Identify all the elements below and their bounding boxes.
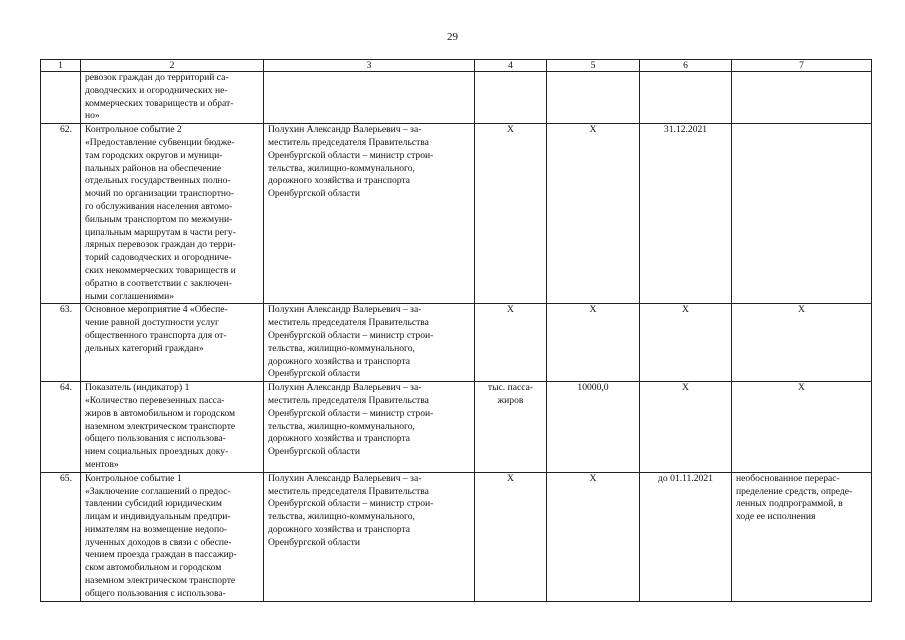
cell-line: отдельных государственных полно- (85, 175, 231, 187)
row-number-cell: 63. (41, 304, 81, 382)
cell-line: Контрольное событие 1 (85, 472, 182, 484)
cell-line: жиров в автомобильном и городском (85, 407, 236, 419)
cell-line: меститель председателя Правительства (268, 485, 429, 497)
table-row (41, 382, 872, 473)
cell-line: общего пользования с использова- (85, 587, 226, 599)
cell-line: Оренбургской области – министр строи- (268, 329, 434, 341)
cell-line: бильным транспортом по межмуни- (85, 213, 233, 225)
cell-line: X (507, 304, 514, 316)
cell-line: X (798, 382, 805, 394)
cell-line: Оренбургской области (268, 446, 360, 458)
cell-line: ципальным маршрутам в части регу- (85, 226, 236, 238)
cell-line: го обслуживания населения автомо- (85, 200, 233, 212)
table-body (41, 72, 872, 602)
cell-line: Основное мероприятие 4 «Обеспе- (85, 304, 228, 316)
cell-line: X (507, 472, 514, 484)
value-cell (547, 72, 640, 124)
risk-cell (732, 124, 872, 304)
risk-cell (732, 382, 872, 473)
cell-line: жиров (497, 394, 524, 406)
date-cell: 31.12.2021 (640, 124, 732, 304)
event-cell (81, 72, 264, 124)
cell-line: «Количество перевезенных пасса- (85, 394, 225, 406)
cell-line: нимателям на возмещение недопо- (85, 523, 228, 535)
value-cell: X (547, 304, 640, 382)
cell-line: чение равной доступности услуг (85, 317, 219, 329)
cell-line: меститель председателя Правительства (268, 317, 429, 329)
event-cell (81, 472, 264, 601)
date-cell (640, 72, 732, 124)
unit-cell (475, 304, 547, 382)
value-cell: X (547, 124, 640, 304)
cell-line: Оренбургской области – министр строи- (268, 149, 434, 161)
event-cell (81, 382, 264, 473)
cell-line: необоснованное перерас- (736, 472, 840, 484)
cell-line: Полухин Александр Валерьевич – за- (268, 472, 422, 484)
cell-line: Полухин Александр Валерьевич – за- (268, 124, 422, 136)
responsible-cell (264, 72, 475, 124)
cell-line: ревозок граждан до территорий са- (85, 72, 229, 83)
cell-line: Оренбургской области – министр строи- (268, 498, 434, 510)
cell-line: тельства, жилищно-коммунального, (268, 162, 415, 174)
cell-line: наземном электрическом транспорте (85, 575, 236, 587)
column-header: 2 (81, 60, 264, 72)
row-number-cell: 62. (41, 124, 81, 304)
plan-table (40, 59, 872, 602)
cell-line: ских некоммерческих товариществ и (85, 264, 236, 276)
table-row (41, 304, 872, 382)
column-header: 7 (732, 60, 872, 72)
cell-line: дорожного хозяйства и транспорта (268, 523, 411, 535)
risk-cell (732, 72, 872, 124)
cell-line: тельства, жилищно-коммунального, (268, 511, 415, 523)
cell-line: лученных доходов в связи с обеспе- (85, 536, 232, 548)
cell-line: мочий по организации транспортно- (85, 188, 235, 200)
cell-line: дорожного хозяйства и транспорта (268, 433, 411, 445)
cell-line: Полухин Александр Валерьевич – за- (268, 304, 422, 316)
cell-line: X (507, 124, 514, 136)
row-number-cell: 64. (41, 382, 81, 473)
column-header: 6 (640, 60, 732, 72)
cell-line: пределение средств, опреде- (736, 485, 853, 497)
event-cell (81, 304, 264, 382)
cell-line: чением проезда граждан в пассажир- (85, 549, 237, 561)
responsible-cell (264, 472, 475, 601)
cell-line: Полухин Александр Валерьевич – за- (268, 382, 422, 394)
cell-line: «Заключение соглашений о предос- (85, 485, 231, 497)
value-cell: 10000,0 (547, 382, 640, 473)
cell-line: нием социальных проездных доку- (85, 446, 229, 458)
cell-line: лярных перевозок граждан до терри- (85, 239, 236, 251)
cell-line: ходе ее исполнения (736, 511, 816, 523)
table-row (41, 72, 872, 124)
cell-line: доводческих и огороднических не- (85, 84, 228, 96)
unit-cell (475, 382, 547, 473)
cell-line: тельства, жилищно-коммунального, (268, 420, 415, 432)
row-number-cell: 65. (41, 472, 81, 601)
header-row (41, 60, 872, 72)
column-header: 3 (264, 60, 475, 72)
date-cell: X (640, 382, 732, 473)
cell-line: общественного транспорта для от- (85, 329, 227, 341)
cell-line: лицам и индивидуальным предпри- (85, 511, 231, 523)
column-header: 5 (547, 60, 640, 72)
cell-line: тельства, жилищно-коммунального, (268, 342, 415, 354)
risk-cell (732, 472, 872, 601)
responsible-cell (264, 304, 475, 382)
cell-line: Показатель (индикатор) 1 (85, 382, 190, 394)
cell-line: ленных подпрограммой, в (736, 498, 843, 510)
responsible-cell (264, 382, 475, 473)
date-cell: X (640, 304, 732, 382)
cell-line: дельных категорий граждан» (85, 342, 204, 354)
cell-line: тыс. пасса- (487, 382, 534, 394)
cell-line: наземном электрическом транспорте (85, 420, 236, 432)
cell-line: Оренбургской области (268, 188, 360, 200)
cell-line: дорожного хозяйства и транспорта (268, 175, 411, 187)
cell-line: общего пользования с использова- (85, 433, 226, 445)
column-header: 4 (475, 60, 547, 72)
unit-cell (475, 72, 547, 124)
cell-line: тавлении субсидий юридическим (85, 498, 223, 510)
unit-cell (475, 472, 547, 601)
cell-line: Контрольное событие 2 (85, 124, 182, 136)
table-row (41, 472, 872, 601)
row-number-cell (41, 72, 81, 124)
table-row (41, 124, 872, 304)
date-cell: до 01.11.2021 (640, 472, 732, 601)
column-header: 1 (41, 60, 81, 72)
cell-line: торий садоводческих и огородниче- (85, 252, 232, 264)
cell-line: обратно в соответствии с заключен- (85, 277, 232, 289)
cell-line: X (798, 304, 805, 316)
cell-line: там городских округов и муници- (85, 149, 223, 161)
value-cell: X (547, 472, 640, 601)
cell-line: коммерческих товариществ и обрат- (85, 97, 234, 109)
responsible-cell (264, 124, 475, 304)
cell-line: Оренбургской области – министр строи- (268, 407, 434, 419)
cell-line: «Предоставление субвенции бюдже- (85, 136, 235, 148)
cell-line: ными соглашениями» (85, 290, 175, 302)
cell-line: ментов» (85, 458, 119, 470)
event-cell (81, 124, 264, 304)
unit-cell (475, 124, 547, 304)
cell-line: дорожного хозяйства и транспорта (268, 355, 411, 367)
page-number: 29 (447, 31, 458, 43)
cell-line: но» (85, 110, 100, 122)
cell-line: ском автомобильном и городском (85, 562, 222, 574)
cell-line: пальных районов на обеспечение (85, 162, 222, 174)
cell-line: Оренбургской области (268, 368, 360, 380)
cell-line: меститель председателя Правительства (268, 394, 429, 406)
cell-line: Оренбургской области (268, 536, 360, 548)
risk-cell (732, 304, 872, 382)
cell-line: меститель председателя Правительства (268, 136, 429, 148)
